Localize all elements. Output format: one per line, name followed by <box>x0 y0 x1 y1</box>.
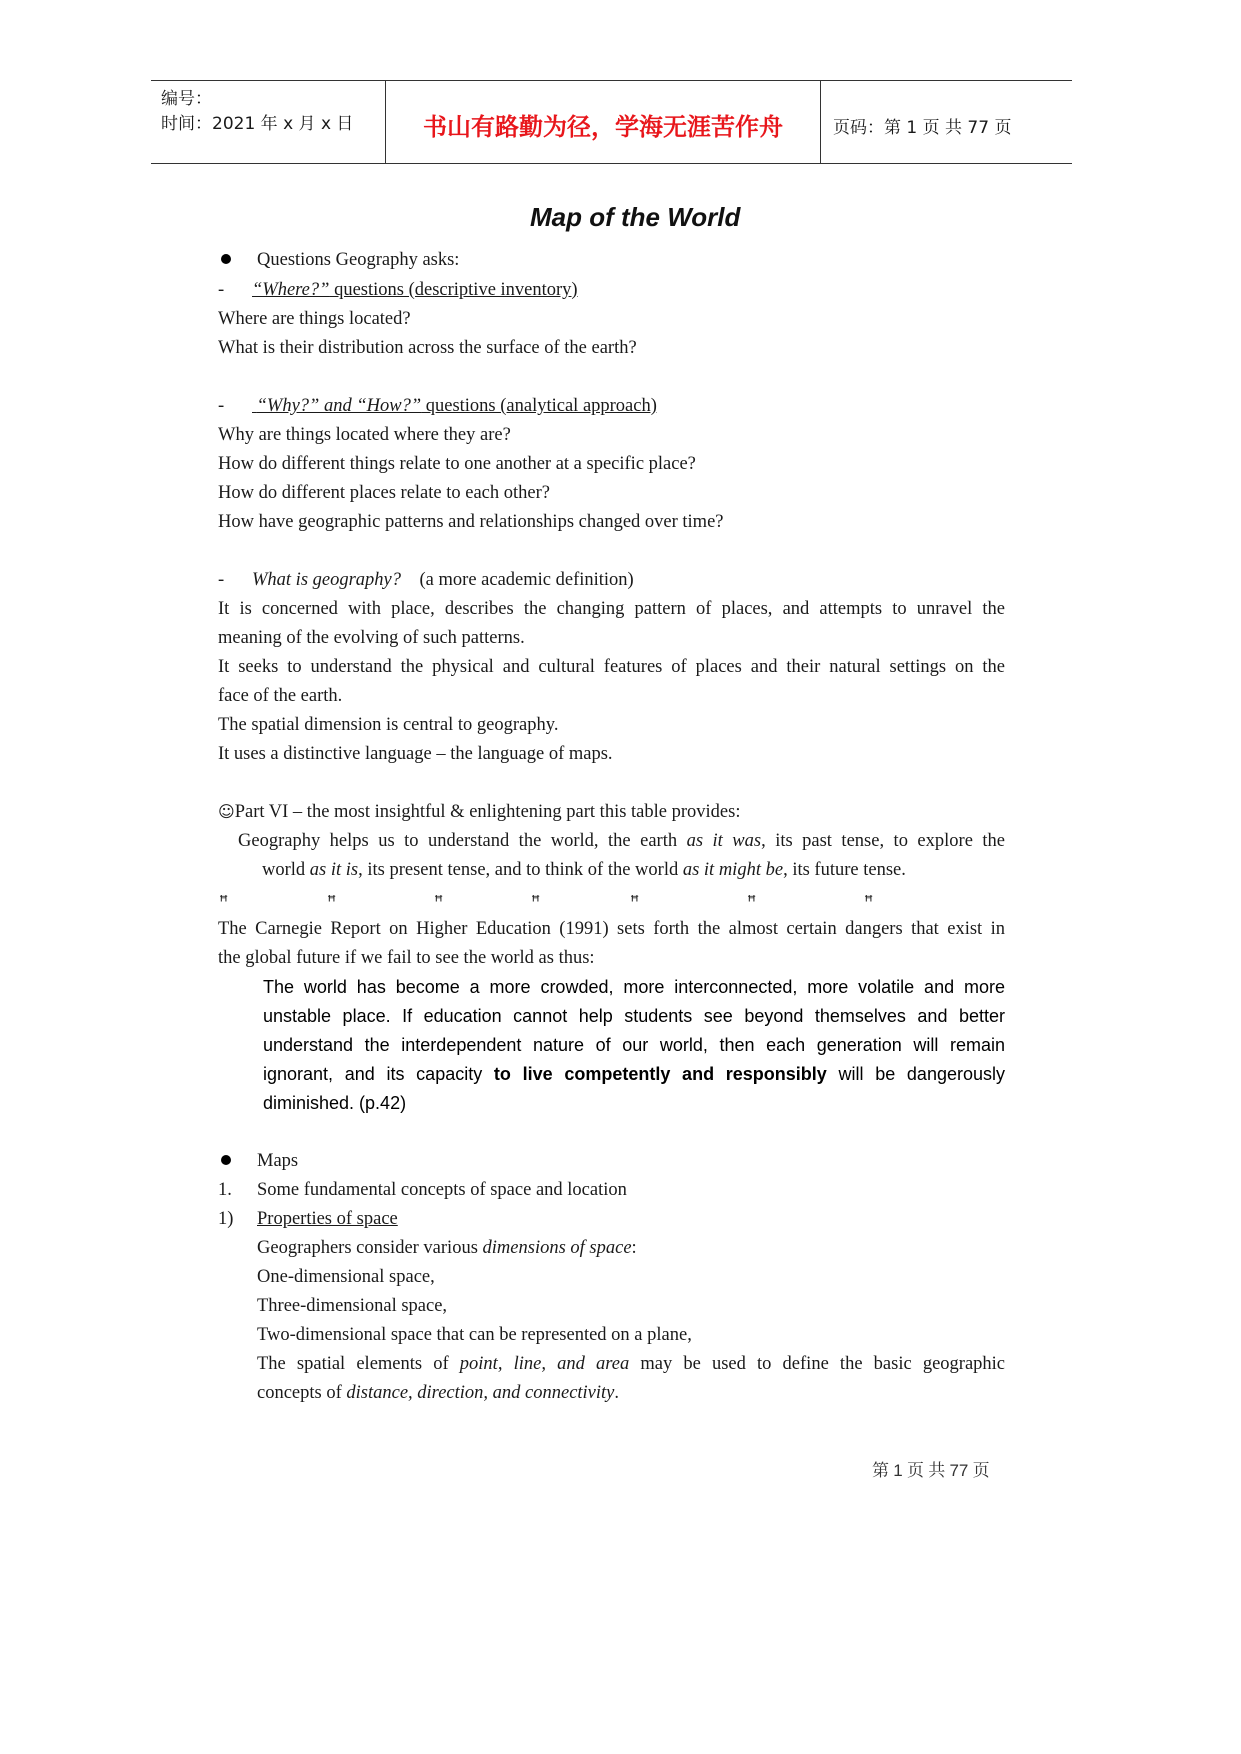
footer-text: 第 <box>872 1461 889 1480</box>
definition-3: The spatial dimension is central to geography. <box>218 715 559 735</box>
ornament-icon: ꟸ <box>864 892 874 911</box>
bullet-icon <box>221 254 231 264</box>
definition-2-line-1: It seeks to understand the physical and cultural features of places and their natural settings on the <box>218 657 1005 677</box>
where-rest: questions (descriptive inventory) <box>329 280 578 300</box>
maps-text: may be used to define the basic geographic <box>629 1354 1006 1374</box>
header-motto: 书山有路勤为径，学海无涯苦作舟 <box>423 113 783 141</box>
part6-text: , its past tense, to explore the <box>761 831 1005 851</box>
properties-heading: Properties of space <box>257 1209 398 1229</box>
header-info-cell <box>151 81 386 163</box>
part6-line-2 <box>262 859 906 881</box>
where-question-2: What is their distribution across the surface of the earth? <box>218 338 637 358</box>
why-question-4: How have geographic patterns and relationships changed over time? <box>218 512 724 532</box>
list-number: 1) <box>218 1209 234 1229</box>
quote-line-5: diminished. (p.42) <box>263 1093 407 1113</box>
header-page-number: 页码：第 1 页 共 77 页 <box>833 118 1012 138</box>
list-number: 1. <box>218 1180 232 1200</box>
ornament-icon: ꟸ <box>219 892 229 911</box>
why-rest: questions (analytical approach) <box>421 396 657 416</box>
maps-italic: distance, direction, and connectivity <box>346 1383 615 1403</box>
header-page-cell <box>821 81 1072 163</box>
questions-heading: Questions Geography asks: <box>257 250 460 270</box>
part6-text: world <box>262 860 310 880</box>
page-footer <box>872 1456 990 1481</box>
why-question-1: Why are things located where they are? <box>218 425 511 445</box>
quote-line-4 <box>263 1063 1005 1085</box>
definition-2-line-2: face of the earth. <box>218 686 343 706</box>
maps-text: The spatial elements of <box>257 1354 460 1374</box>
properties-line-1 <box>257 1237 637 1259</box>
properties-line-6 <box>257 1382 619 1404</box>
footer-text: 页 <box>972 1461 990 1480</box>
maps-text: Geographers consider various <box>257 1238 483 1258</box>
why-question-2: How do different things relate to one another at a specific place? <box>218 454 696 474</box>
properties-line-5 <box>257 1353 1005 1375</box>
dash-marker: - <box>218 396 225 416</box>
header-motto-cell <box>386 81 821 163</box>
what-rest: (a more academic definition) <box>401 570 634 590</box>
header-table <box>151 80 1072 164</box>
ornament-icon: ꟸ <box>747 892 757 911</box>
what-heading: What is geography? <box>252 570 402 590</box>
maps-heading: Maps <box>257 1151 299 1171</box>
document-time-label: 时间：2021 年 x 月 x 日 <box>161 114 354 134</box>
ornament-icon: ꟸ <box>630 892 640 911</box>
ornament-icon: ꟸ <box>327 892 337 911</box>
quote-text: ignorant, and its capacity <box>263 1064 494 1084</box>
maps-text: concepts of <box>257 1383 347 1403</box>
footer-total-pages: 77 <box>949 1461 969 1480</box>
part6-line-1 <box>238 830 1005 852</box>
carnegie-line-1: The Carnegie Report on Higher Education (1991) sets forth the almost certain dangers that exist in <box>218 919 1005 939</box>
part6-italic: as it was <box>686 831 762 851</box>
part6-italic: as it might be <box>682 860 784 880</box>
properties-line-2: One-dimensional space, <box>257 1267 435 1287</box>
carnegie-line-2: the global future if we fail to see the world as thus: <box>218 948 595 968</box>
ornament-icon: ꟸ <box>531 892 541 911</box>
why-question-3: How do different places relate to each other? <box>218 483 550 503</box>
maps-text: : <box>631 1238 637 1258</box>
maps-text: . <box>614 1383 620 1403</box>
part6-text: , its future tense. <box>783 860 906 880</box>
quote-line-2: unstable place. If education cannot help students see beyond themselves and better <box>263 1006 1005 1026</box>
smiley-icon: ☺ <box>218 802 235 821</box>
concepts-heading: Some fundamental concepts of space and location <box>257 1180 627 1200</box>
definition-4: It uses a distinctive language – the language of maps. <box>218 744 613 764</box>
where-heading: “Where?” <box>252 280 330 300</box>
dash-marker: - <box>218 280 225 300</box>
why-heading: “Why?” and “How?” <box>256 396 422 416</box>
bullet-icon <box>221 1155 231 1165</box>
footer-page-number: 1 <box>893 1461 903 1480</box>
properties-line-4: Two-dimensional space that can be represented on a plane, <box>257 1325 692 1345</box>
quote-text: will be dangerously <box>826 1064 1005 1084</box>
part6-text: , its present tense, and to think of the world <box>358 860 683 880</box>
maps-italic: dimensions of space <box>482 1238 632 1258</box>
part6-italic: as it is <box>309 860 359 880</box>
where-subheading <box>252 279 578 301</box>
part6-heading-text: Part VI – the most insightful & enlightening part this table provides: <box>234 802 741 822</box>
part6-heading <box>218 801 740 823</box>
where-question-1: Where are things located? <box>218 309 411 329</box>
page-title: Map of the World <box>530 202 741 232</box>
quote-bold-text: to live competently and responsibly <box>493 1064 827 1084</box>
what-subheading <box>252 569 634 591</box>
properties-line-3: Three-dimensional space, <box>257 1296 448 1316</box>
definition-1-line-1: It is concerned with place, describes the changing pattern of places, and attempts to unravel the <box>218 599 1005 619</box>
definition-1-line-2: meaning of the evolving of such patterns. <box>218 628 525 648</box>
why-subheading <box>252 395 657 417</box>
dash-marker: - <box>218 570 225 590</box>
quote-line-3: understand the interdependent nature of our world, then each generation will remain <box>263 1035 1005 1055</box>
part6-text: Geography helps us to understand the world, the earth <box>238 831 687 851</box>
maps-italic: point, line, and area <box>459 1354 630 1374</box>
quote-line-1: The world has become a more crowded, more interconnected, more volatile and more <box>263 977 1005 997</box>
document-number-label: 编号： <box>161 89 212 109</box>
ornament-icon: ꟸ <box>434 892 444 911</box>
footer-text: 页 共 <box>906 1461 946 1480</box>
